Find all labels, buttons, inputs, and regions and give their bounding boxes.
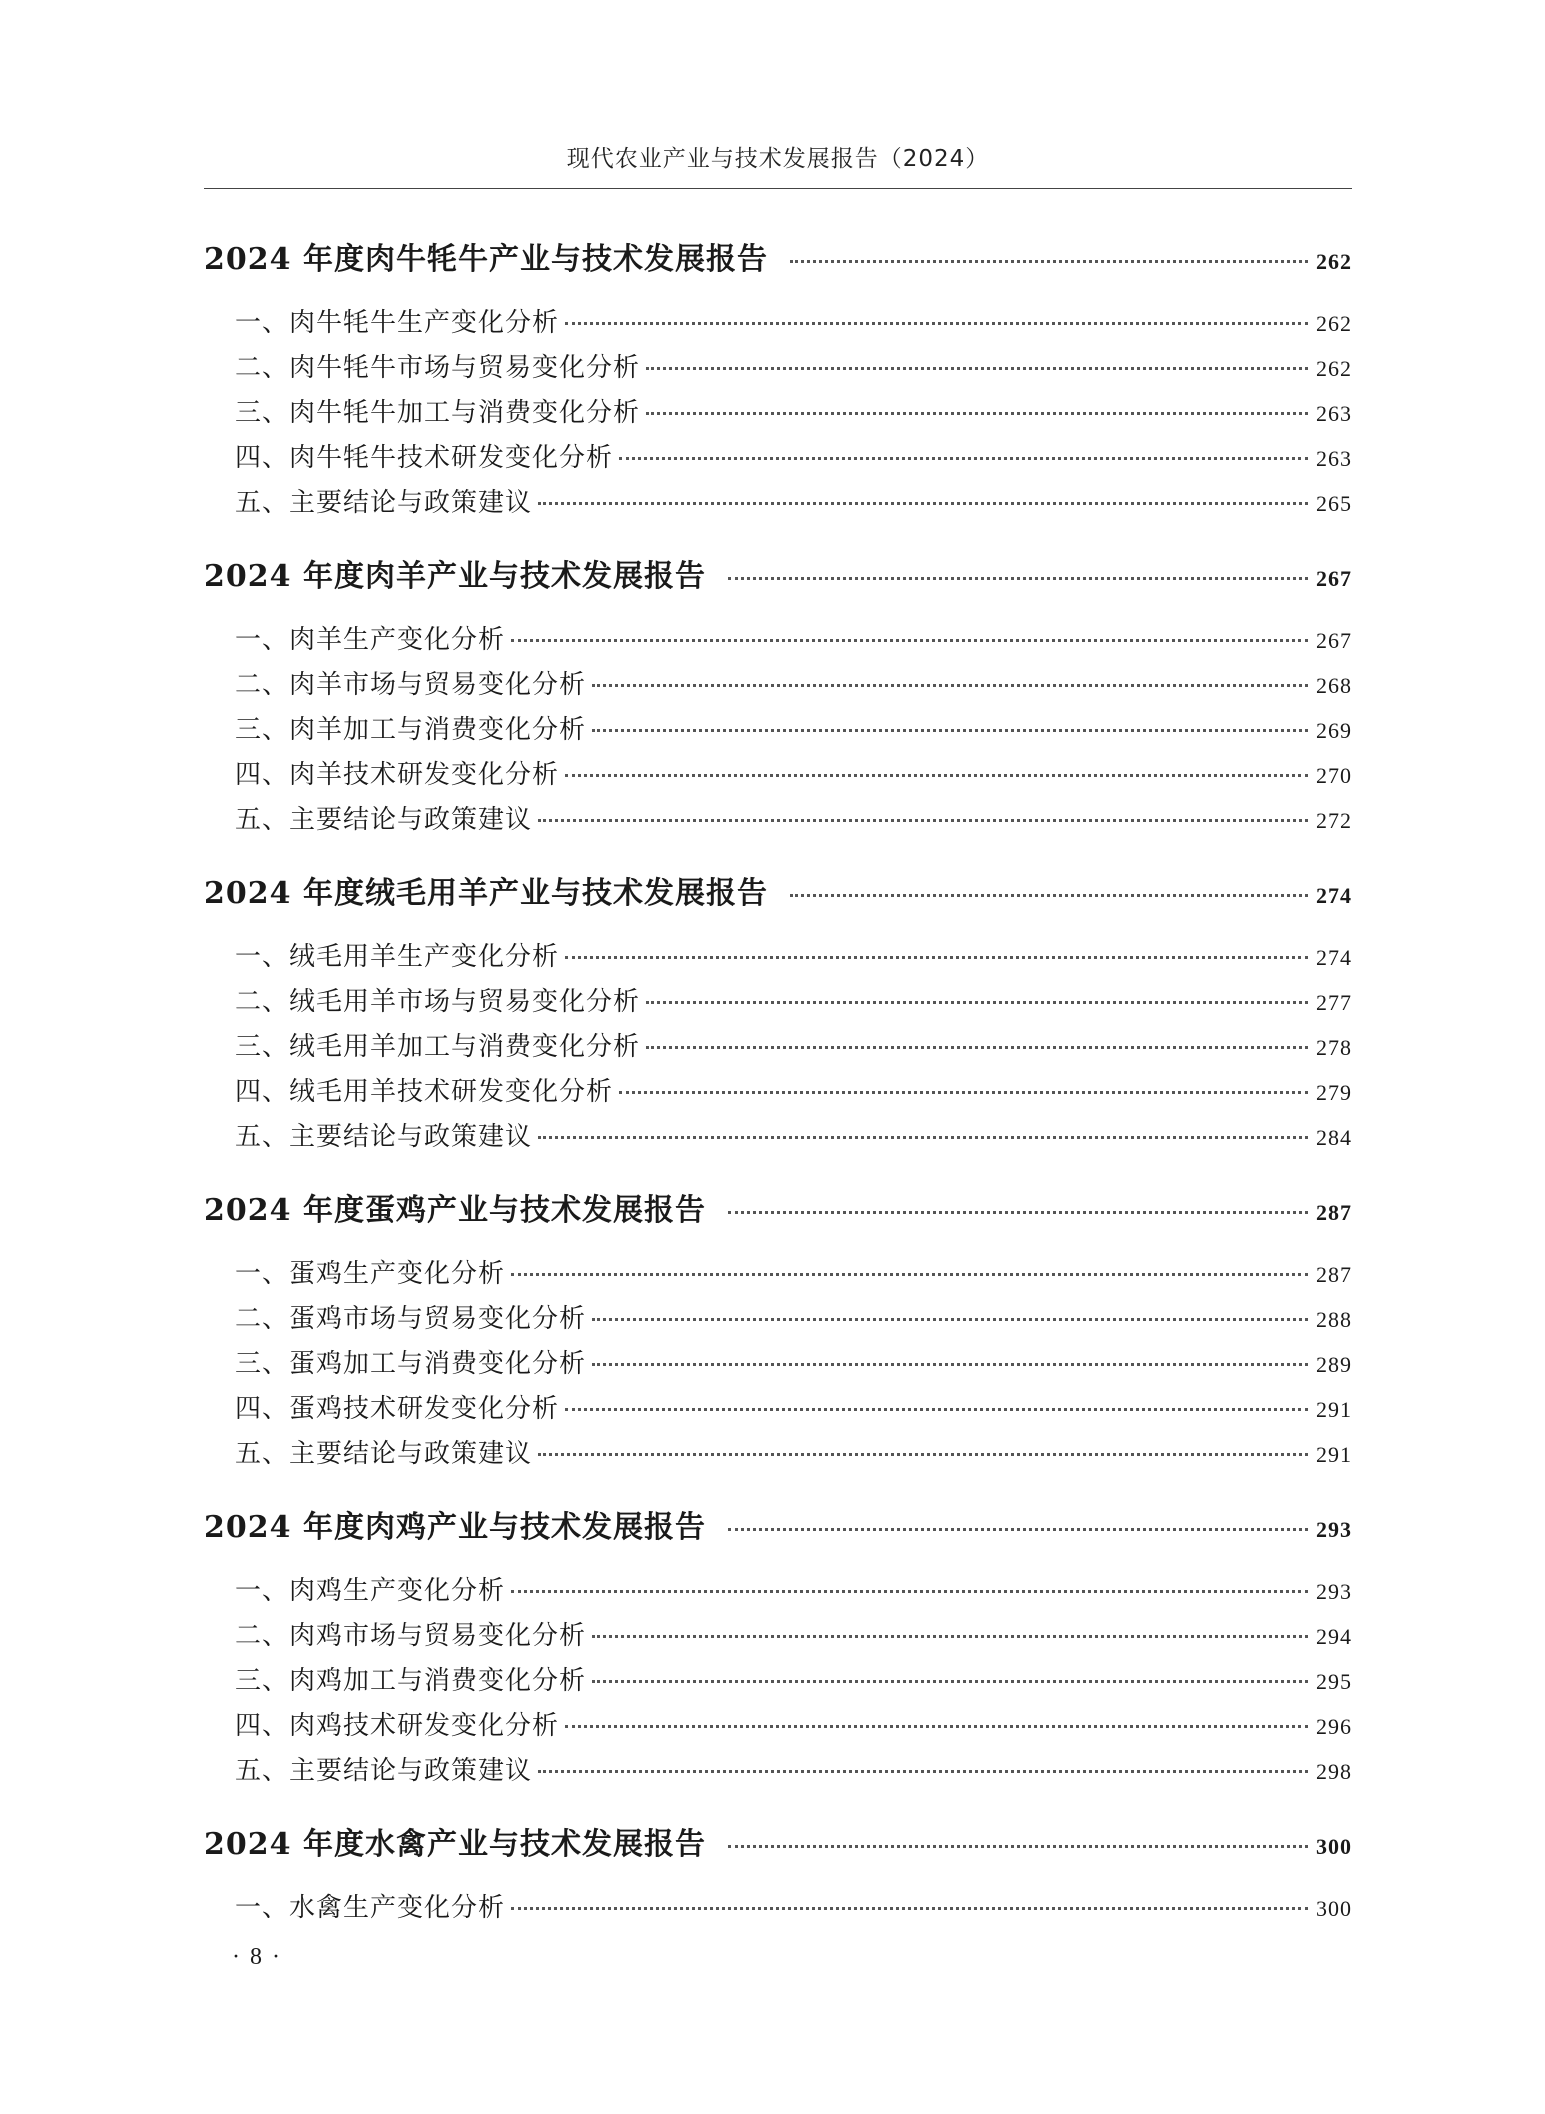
leader-dots [728,1845,1308,1848]
toc-chapter-entry[interactable] [204,551,1352,595]
toc-item-entry[interactable] [204,1433,1352,1478]
chapter-title: 2024 年度绒毛用羊产业与技术发展报告 [204,876,768,911]
running-header: 现代农业产业与技术发展报告（2024） [566,146,990,172]
item-title: 五、主要结论与政策建议 [235,1122,533,1152]
toc-item-entry[interactable] [204,1253,1352,1298]
item-page-number: 291 [1316,1442,1352,1467]
item-title: 一、绒毛用羊生产变化分析 [235,942,560,972]
leader-dots [646,367,1308,370]
toc-item-entry[interactable] [204,936,1352,981]
toc-item-entry[interactable] [204,1298,1352,1343]
item-page-number: 294 [1316,1624,1352,1649]
toc-section [204,1502,1352,1795]
leader-dots [538,502,1308,505]
toc-item-entry[interactable] [204,347,1352,392]
toc-item-entry[interactable] [204,1071,1352,1116]
chapter-page-number: 300 [1316,1834,1352,1859]
toc-item-entry[interactable] [204,1388,1352,1433]
leader-dots [565,774,1308,777]
item-page-number: 291 [1316,1397,1352,1422]
toc-item-entry[interactable] [204,981,1352,1026]
toc-item-entry[interactable] [204,1615,1352,1660]
item-page-number: 289 [1316,1352,1352,1377]
header-rule [204,188,1352,189]
item-page-number: 265 [1316,491,1352,516]
leader-dots [790,260,1308,263]
item-title: 三、肉牛牦牛加工与消费变化分析 [235,398,641,428]
chapter-title: 2024 年度水禽产业与技术发展报告 [204,1827,706,1862]
item-title: 二、肉羊市场与贸易变化分析 [235,670,587,700]
leader-dots [646,1001,1308,1004]
item-page-number: 279 [1316,1080,1352,1105]
item-page-number: 262 [1316,356,1352,381]
leader-dots [565,322,1308,325]
toc-item-entry[interactable] [204,1026,1352,1071]
toc-section [204,868,1352,1161]
item-page-number: 277 [1316,990,1352,1015]
item-title: 一、肉羊生产变化分析 [235,625,506,655]
leader-dots [511,1590,1308,1593]
toc-item-entry[interactable] [204,482,1352,527]
toc-section [204,1819,1352,1932]
toc-section [204,234,1352,527]
leader-dots [592,684,1308,687]
item-title: 二、肉鸡市场与贸易变化分析 [235,1621,587,1651]
toc-item-entry[interactable] [204,799,1352,844]
item-title: 五、主要结论与政策建议 [235,1756,533,1786]
chapter-title: 2024 年度肉羊产业与技术发展报告 [204,559,706,594]
item-page-number: 267 [1316,628,1352,653]
item-title: 一、肉牛牦牛生产变化分析 [235,308,560,338]
item-title: 三、蛋鸡加工与消费变化分析 [235,1349,587,1379]
toc-item-entry[interactable] [204,1570,1352,1615]
item-page-number: 263 [1316,446,1352,471]
toc-section [204,1185,1352,1478]
item-page-number: 269 [1316,718,1352,743]
leader-dots [538,819,1308,822]
chapter-page-number: 287 [1316,1200,1352,1225]
item-page-number: 270 [1316,763,1352,788]
chapter-title: 2024 年度肉鸡产业与技术发展报告 [204,1510,706,1545]
leader-dots [565,956,1308,959]
item-title: 五、主要结论与政策建议 [235,488,533,518]
item-title: 四、肉鸡技术研发变化分析 [235,1711,560,1741]
toc-item-entry[interactable] [204,664,1352,709]
toc-item-entry[interactable] [204,1705,1352,1750]
item-page-number: 284 [1316,1125,1352,1150]
toc-chapter-entry[interactable] [204,1502,1352,1546]
leader-dots [511,639,1308,642]
page-number: · 8 · [232,1944,282,1970]
item-page-number: 262 [1316,311,1352,336]
item-page-number: 268 [1316,673,1352,698]
item-title: 四、肉羊技术研发变化分析 [235,760,560,790]
leader-dots [728,1528,1308,1531]
item-title: 五、主要结论与政策建议 [235,805,533,835]
item-page-number: 272 [1316,808,1352,833]
chapter-page-number: 293 [1316,1517,1352,1542]
leader-dots [565,1725,1308,1728]
item-page-number: 296 [1316,1714,1352,1739]
item-page-number: 278 [1316,1035,1352,1060]
leader-dots [538,1136,1308,1139]
item-page-number: 287 [1316,1262,1352,1287]
leader-dots [538,1770,1308,1773]
item-title: 三、肉羊加工与消费变化分析 [235,715,587,745]
item-title: 二、蛋鸡市场与贸易变化分析 [235,1304,587,1334]
toc-chapter-entry[interactable] [204,868,1352,912]
toc-chapter-entry[interactable] [204,234,1352,278]
toc-item-entry[interactable] [204,392,1352,437]
toc-item-entry[interactable] [204,437,1352,482]
leader-dots [592,1363,1308,1366]
toc-item-entry[interactable] [204,754,1352,799]
item-page-number: 300 [1316,1896,1352,1921]
chapter-title: 2024 年度蛋鸡产业与技术发展报告 [204,1193,706,1228]
leader-dots [592,1680,1308,1683]
chapter-page-number: 262 [1316,249,1352,274]
leader-dots [565,1408,1308,1411]
item-title: 一、蛋鸡生产变化分析 [235,1259,506,1289]
item-page-number: 288 [1316,1307,1352,1332]
leader-dots [592,1635,1308,1638]
leader-dots [619,457,1308,460]
toc-item-entry[interactable] [204,1343,1352,1388]
toc-item-entry[interactable] [204,1116,1352,1161]
chapter-title: 2024 年度肉牛牦牛产业与技术发展报告 [204,242,768,277]
toc-chapter-entry[interactable] [204,1819,1352,1863]
leader-dots [511,1907,1308,1910]
chapter-page-number: 274 [1316,883,1352,908]
item-page-number: 298 [1316,1759,1352,1784]
item-title: 五、主要结论与政策建议 [235,1439,533,1469]
leader-dots [538,1453,1308,1456]
toc-item-entry[interactable] [204,302,1352,347]
chapter-page-number: 267 [1316,566,1352,591]
toc-section [204,551,1352,844]
item-title: 一、肉鸡生产变化分析 [235,1576,506,1606]
item-page-number: 263 [1316,401,1352,426]
leader-dots [728,1211,1308,1214]
toc-item-entry[interactable] [204,619,1352,664]
item-title: 三、肉鸡加工与消费变化分析 [235,1666,587,1696]
toc-item-entry[interactable] [204,1750,1352,1795]
item-page-number: 293 [1316,1579,1352,1604]
toc-chapter-entry[interactable] [204,1185,1352,1229]
item-title: 四、蛋鸡技术研发变化分析 [235,1394,560,1424]
leader-dots [646,412,1308,415]
leader-dots [511,1273,1308,1276]
leader-dots [728,577,1308,580]
item-page-number: 274 [1316,945,1352,970]
leader-dots [592,729,1308,732]
toc-item-entry[interactable] [204,1887,1352,1932]
toc-item-entry[interactable] [204,709,1352,754]
item-title: 三、绒毛用羊加工与消费变化分析 [235,1032,641,1062]
toc-item-entry[interactable] [204,1660,1352,1705]
item-title: 二、绒毛用羊市场与贸易变化分析 [235,987,641,1017]
leader-dots [790,894,1308,897]
leader-dots [592,1318,1308,1321]
item-page-number: 295 [1316,1669,1352,1694]
item-title: 四、绒毛用羊技术研发变化分析 [235,1077,614,1107]
leader-dots [619,1091,1308,1094]
item-title: 四、肉牛牦牛技术研发变化分析 [235,443,614,473]
leader-dots [646,1046,1308,1049]
table-of-contents [204,234,1352,1932]
item-title: 一、水禽生产变化分析 [235,1893,506,1923]
item-title: 二、肉牛牦牛市场与贸易变化分析 [235,353,641,383]
